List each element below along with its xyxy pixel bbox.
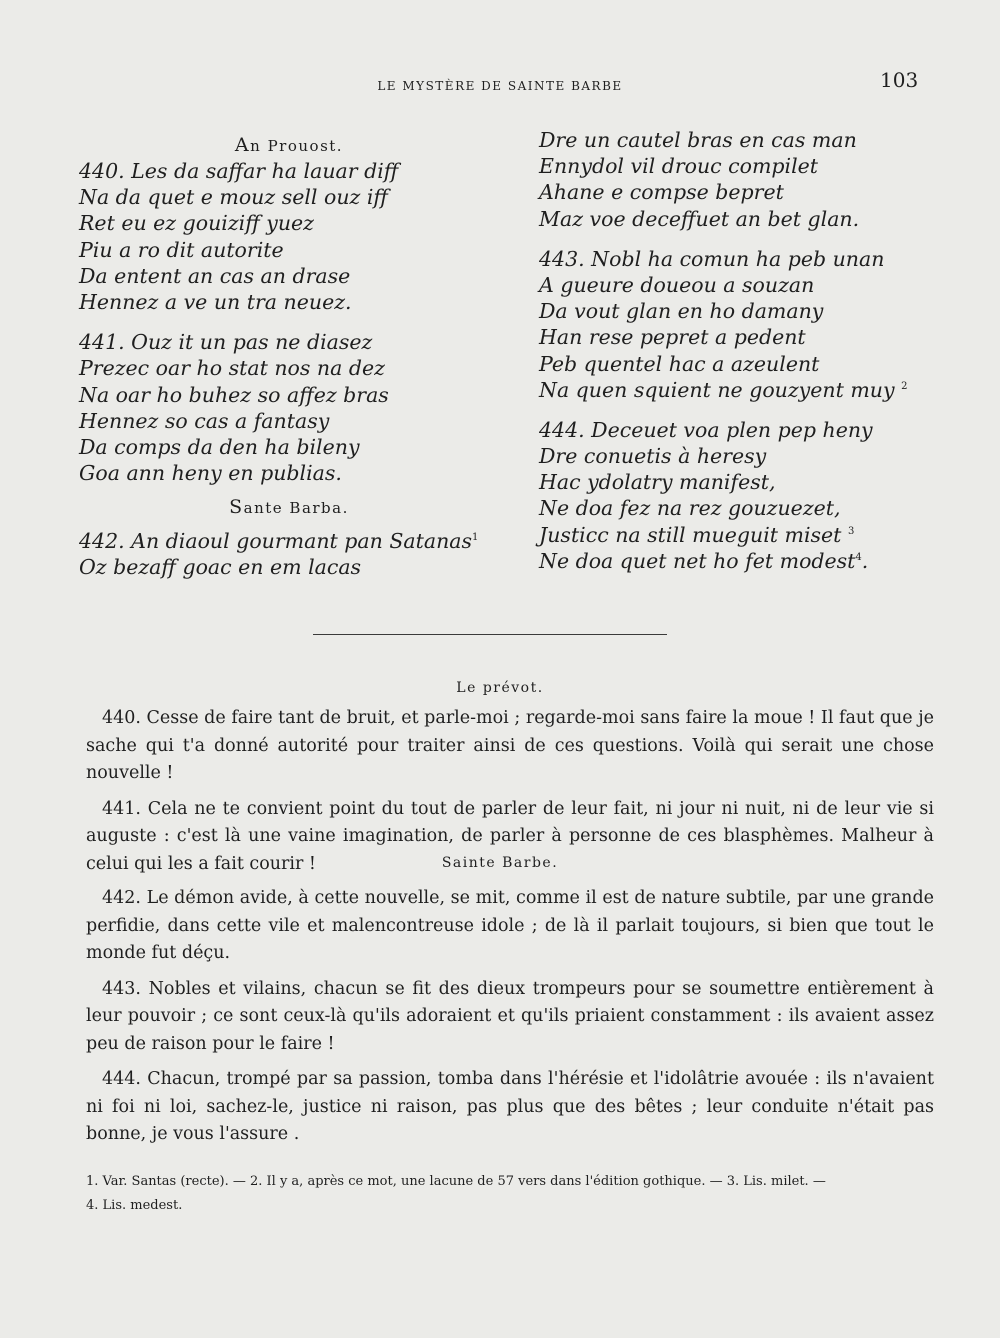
verse-line: Da entent an cas an drase bbox=[79, 263, 351, 288]
verse-line: Hennez a ve un tra neuez. bbox=[79, 289, 352, 314]
stanza-440 bbox=[79, 158, 499, 315]
verse-line: 444. Deceuet voa plen pep heny bbox=[539, 417, 873, 442]
paragraph: 444. Chacun, trompé par sa passion, tomba dans l'hérésie et l'idolâtrie avouée : ils n'avaient ni foi ni loi, sachez-le, justice ni raison, pas plus que des bêtes ; leur conduite n'était pas bonne, je vous l'assure . bbox=[86, 1069, 934, 1144]
verse-line: Ahane e compse bepret bbox=[539, 180, 784, 205]
verse-line: Maz voe deceffuet an bet glan. bbox=[539, 206, 860, 231]
verse-column-right bbox=[539, 127, 959, 574]
speaker-heading: An Prouost. bbox=[234, 134, 344, 156]
speaker-heading: Sante Barba. bbox=[229, 496, 349, 519]
verse-line: Hac ydolatry manifest, bbox=[539, 470, 776, 495]
paragraph: 443. Nobles et vilains, chacun se fit des dieux trompeurs pour se soumettre entièrement à leur pouvoir ; ce sont ceux-là qu'ils adoraient et qu'ils priaient constamment : ils avaient assez peu de raison pour le faire ! bbox=[86, 978, 934, 1054]
verse-line: Da vout glan en ho damany bbox=[539, 299, 824, 324]
verse-line: Peb quentel hac a azeulent bbox=[539, 351, 820, 376]
running-title: LE MYSTÈRE DE SAINTE BARBE bbox=[377, 79, 623, 93]
verse-line: Na quen squient ne gouzyent muy $^2$ bbox=[539, 377, 908, 402]
footnote-ref: 4 bbox=[855, 551, 862, 563]
verse-line: 441. Ouz it un pas ne diasez bbox=[79, 330, 373, 355]
verse-line: Ne doa fez na rez gouzuezet, bbox=[539, 496, 841, 521]
verse-line: Ennydol vil drouc compilet bbox=[539, 154, 819, 179]
speaker-heading: Sainte Barbe. bbox=[441, 855, 559, 871]
page-number: 103 bbox=[880, 68, 919, 92]
speaker-heading: Le prévot. bbox=[456, 680, 544, 696]
paragraph: 440. Cesse de faire tant de bruit, et parle-moi ; regarde-moi sans faire la moue ! Il faut que je sache qui t'a donné autorité pour traiter ainsi de ces questions. Voilà qui serait une chose nouvelle ! bbox=[86, 708, 934, 783]
footnote-ref: 1 bbox=[472, 532, 479, 544]
verse-line: Goa ann heny en publias. bbox=[79, 461, 342, 486]
section-divider bbox=[313, 634, 667, 635]
stanza-441 bbox=[79, 329, 499, 486]
verse-line: Hennez so cas a fantasy bbox=[79, 408, 330, 433]
verse-line: Dre un cautel bras en cas man bbox=[539, 128, 857, 152]
translation-440-441 bbox=[86, 705, 934, 878]
footnote-line: 1. Var. Santas (recte). — 2. Il y a, après ce mot, une lacune de 57 vers dans l'édition gothique. — 3. Lis. milet. — bbox=[86, 1174, 826, 1189]
translation-442-444 bbox=[86, 885, 934, 1149]
verse-line: Ret eu ez gouiziff yuez bbox=[79, 211, 314, 236]
stanza-442-continued bbox=[539, 127, 959, 232]
verse-line: Justicc na still mueguit miset $^3$ bbox=[539, 522, 855, 547]
verse-line: Na oar ho buhez so affez bras bbox=[79, 382, 389, 407]
stanza-442 bbox=[79, 528, 499, 580]
verse-line: Na da quet e mouz sell ouz iff bbox=[79, 185, 388, 210]
verse-line: 442. An diaoul gourmant pan Satanas$^1$ bbox=[79, 529, 479, 554]
verse-line: A gueure doueou a souzan bbox=[539, 272, 815, 297]
verse-line: Prezec oar ho stat nos na dez bbox=[79, 356, 385, 381]
verse-line: Piu a ro dit autorite bbox=[79, 237, 284, 262]
stanza-443 bbox=[539, 246, 959, 403]
verse-line: Oz bezaff goac en em lacas bbox=[79, 555, 362, 580]
footnote-ref: 2 bbox=[901, 380, 908, 392]
verse-line: Da comps da den ha bileny bbox=[79, 434, 360, 459]
stanza-444 bbox=[539, 417, 959, 574]
paragraph: 441. Cela ne te convient point du tout de parler de leur fait, ni jour ni nuit, ni de leur vie si auguste : c'est là une vaine imagination, de parler à personne de ces blasphèmes. Malheur à celui qui les a fait courir ! bbox=[86, 798, 934, 874]
verse-line: Han rese pepret a pedent bbox=[539, 325, 806, 350]
verse-line: Ne doa quet net ho fet modest$^4$. bbox=[539, 548, 869, 573]
verse-line: Dre conuetis à heresy bbox=[539, 444, 767, 469]
footnote-ref: 3 bbox=[847, 525, 855, 537]
verse-line: 443. Nobl ha comun ha peb unan bbox=[539, 246, 885, 271]
footnotes bbox=[86, 1170, 946, 1218]
verse-column-left bbox=[79, 132, 499, 581]
verse-line: 440. Les da saffar ha lauar diff bbox=[79, 159, 399, 183]
footnote-line: 4. Lis. medest. bbox=[86, 1198, 183, 1213]
paragraph: 442. Le démon avide, à cette nouvelle, se mit, comme il est de nature subtile, par une grande perfidie, dans cette vile et malencontreuse idole ; de là il parlait toujours, si bien que tout le monde fut déçu. bbox=[86, 888, 934, 963]
